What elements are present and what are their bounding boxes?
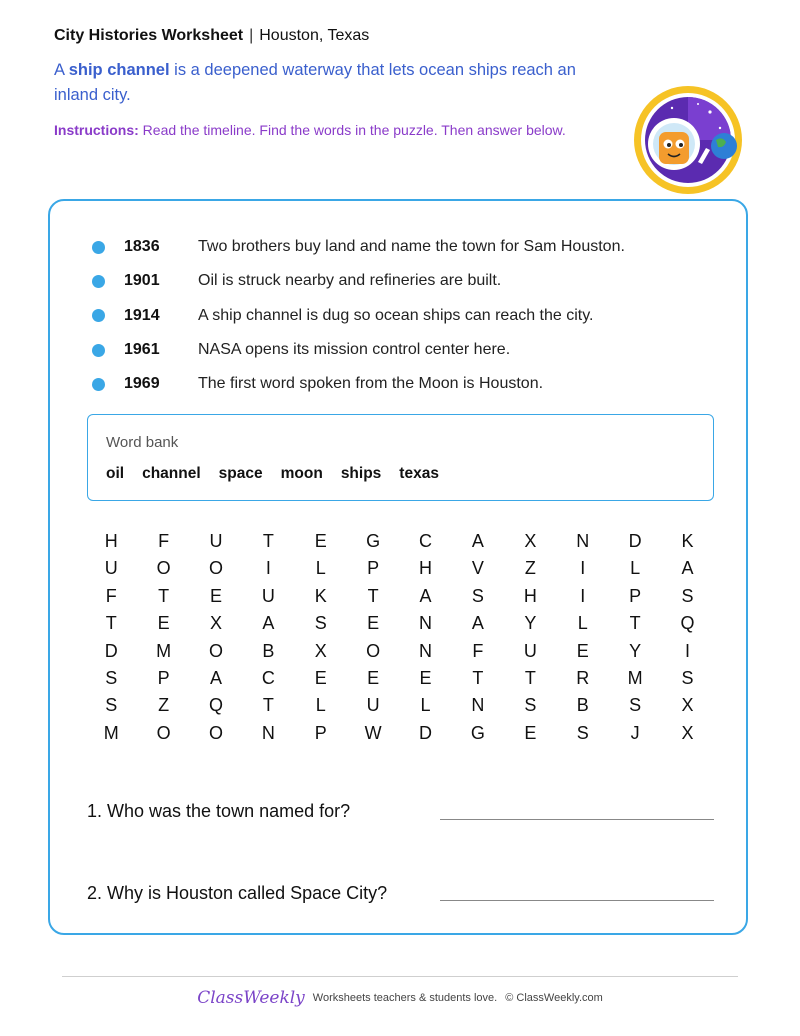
puzzle-letter[interactable]: B	[576, 695, 589, 716]
word-bank-word: texas	[399, 465, 439, 482]
puzzle-letter[interactable]: O	[208, 722, 223, 743]
puzzle-letter[interactable]: L	[630, 558, 641, 579]
puzzle-letter[interactable]: K	[314, 585, 327, 606]
puzzle-letter[interactable]: E	[157, 613, 170, 634]
puzzle-letter[interactable]: P	[367, 558, 380, 579]
puzzle-letter[interactable]: O	[208, 558, 223, 579]
puzzle-letter[interactable]: X	[681, 722, 694, 743]
astronaut-badge-icon	[632, 84, 744, 196]
puzzle-letter[interactable]: U	[366, 695, 380, 716]
puzzle-letter[interactable]: Z	[524, 558, 536, 579]
bullet-dot-icon	[92, 241, 105, 254]
puzzle-letter[interactable]: Y	[629, 640, 642, 661]
puzzle-letter[interactable]: C	[261, 667, 275, 688]
puzzle-letter[interactable]: E	[367, 613, 380, 634]
puzzle-letter[interactable]: R	[576, 667, 590, 688]
puzzle-letter[interactable]: N	[419, 640, 433, 661]
footer-copyright: © ClassWeekly.com	[505, 992, 603, 1004]
puzzle-letter[interactable]: E	[314, 667, 327, 688]
puzzle-letter[interactable]: E	[367, 667, 380, 688]
puzzle-letter[interactable]: Q	[208, 695, 223, 716]
puzzle-letter[interactable]: F	[158, 531, 170, 551]
puzzle-letter[interactable]: S	[105, 667, 118, 688]
timeline-text: The first word spoken from the Moon is Houston.	[198, 375, 544, 393]
definition-prefix: A	[54, 61, 65, 79]
footer	[0, 988, 800, 1008]
brand-logo: ClassWeekly	[197, 988, 305, 1008]
worksheet-header	[54, 27, 369, 45]
puzzle-letter[interactable]: T	[367, 585, 379, 606]
definition	[54, 58, 614, 108]
instructions	[54, 119, 574, 141]
puzzle-letter[interactable]: E	[209, 585, 222, 606]
puzzle-letter[interactable]: S	[681, 667, 694, 688]
puzzle-letter[interactable]: X	[314, 640, 327, 661]
puzzle-letter[interactable]: L	[420, 695, 431, 716]
puzzle-letter[interactable]: M	[156, 640, 172, 661]
puzzle-letter[interactable]: E	[524, 722, 537, 743]
puzzle-letter[interactable]: M	[627, 667, 643, 688]
timeline-text: Oil is struck nearby and refineries are built.	[198, 272, 502, 290]
timeline-item	[90, 264, 710, 298]
puzzle-letter[interactable]: U	[261, 585, 275, 606]
puzzle-letter[interactable]: O	[156, 722, 171, 743]
puzzle-letter[interactable]: V	[471, 558, 484, 579]
timeline-item	[90, 333, 710, 367]
puzzle-letter[interactable]: A	[471, 531, 484, 551]
puzzle-letter[interactable]: E	[314, 531, 327, 551]
puzzle-letter[interactable]: S	[681, 585, 694, 606]
puzzle-letter[interactable]: L	[315, 695, 326, 716]
puzzle-letter[interactable]: D	[419, 722, 433, 743]
puzzle-letter[interactable]: E	[419, 667, 432, 688]
question-2: 2. Why is Houston called Space City?	[87, 883, 388, 903]
puzzle-letter[interactable]: A	[262, 613, 275, 634]
worksheet-title: City Histories Worksheet	[54, 27, 244, 44]
timeline-year: 1961	[124, 341, 160, 359]
timeline-year: 1836	[124, 238, 160, 256]
word-bank-word: moon	[280, 465, 323, 482]
timeline-text: NASA opens its mission control center here.	[198, 341, 511, 359]
answer-line-1[interactable]	[440, 819, 714, 820]
puzzle-letter[interactable]: F	[105, 585, 117, 606]
puzzle-letter[interactable]: T	[262, 531, 274, 551]
word-bank-word: channel	[142, 465, 201, 482]
puzzle-letter[interactable]: O	[366, 640, 381, 661]
puzzle-letter[interactable]: N	[261, 722, 275, 743]
puzzle-letter[interactable]: A	[471, 613, 484, 634]
puzzle-letter[interactable]: I	[580, 585, 586, 606]
word-bank-word: ships	[340, 465, 382, 482]
word-bank-word: oil	[106, 465, 125, 482]
puzzle-letter[interactable]: T	[472, 667, 484, 688]
puzzle-letter[interactable]: T	[629, 613, 641, 634]
puzzle-letter[interactable]: X	[209, 613, 222, 634]
puzzle-letter[interactable]: U	[523, 640, 537, 661]
puzzle-letter[interactable]: M	[103, 722, 119, 743]
puzzle-letter[interactable]: A	[419, 585, 432, 606]
puzzle-letter[interactable]: C	[419, 531, 433, 551]
puzzle-letter[interactable]: D	[628, 531, 642, 551]
puzzle-letter[interactable]: P	[157, 667, 170, 688]
puzzle-letter[interactable]: I	[684, 640, 690, 661]
header-separator: |	[249, 27, 254, 44]
puzzle-letter[interactable]: N	[576, 531, 590, 551]
bullet-dot-icon	[92, 344, 105, 357]
puzzle-letter[interactable]: S	[576, 722, 589, 743]
bullet-dot-icon	[92, 378, 105, 391]
puzzle-letter[interactable]: N	[471, 695, 485, 716]
footer-divider	[62, 976, 738, 977]
puzzle-letter[interactable]: F	[472, 640, 484, 661]
puzzle-letter[interactable]: W	[364, 722, 382, 743]
puzzle-letter[interactable]: A	[681, 558, 694, 579]
word-search-grid	[85, 528, 713, 747]
puzzle-letter[interactable]: P	[314, 722, 327, 743]
timeline-text: A ship channel is dug so ocean ships can reach the city.	[198, 306, 594, 324]
puzzle-letter[interactable]: Y	[524, 613, 537, 634]
definition-text: is a deepened waterway that lets ocean ships reach an inland city.	[54, 61, 576, 104]
puzzle-letter[interactable]: N	[419, 613, 433, 634]
word-bank-list	[106, 465, 439, 483]
puzzle-letter[interactable]: X	[681, 695, 694, 716]
question-1: 1. Who was the town named for?	[87, 801, 351, 821]
puzzle-letter[interactable]: G	[366, 531, 381, 551]
footer-tagline: Worksheets teachers & students love.	[312, 992, 498, 1004]
instructions-text: Read the timeline. Find the words in the puzzle. Then answer below.	[142, 122, 566, 138]
bullet-dot-icon	[92, 275, 105, 288]
word-bank	[87, 414, 714, 501]
puzzle-letter[interactable]: U	[104, 558, 118, 579]
puzzle-letter[interactable]: B	[262, 640, 275, 661]
puzzle-letter[interactable]: H	[104, 531, 118, 551]
bullet-dot-icon	[92, 309, 105, 322]
puzzle-letter[interactable]: A	[209, 667, 222, 688]
timeline-year: 1914	[124, 306, 160, 324]
puzzle-letter[interactable]: T	[524, 667, 536, 688]
puzzle-letter[interactable]: H	[523, 585, 537, 606]
puzzle-letter[interactable]: O	[156, 558, 171, 579]
word-bank-word: space	[218, 465, 263, 482]
puzzle-letter[interactable]: L	[577, 613, 588, 634]
puzzle-letter[interactable]: T	[158, 585, 170, 606]
definition-term: ship channel	[68, 61, 170, 79]
puzzle-letter[interactable]: S	[105, 695, 118, 716]
puzzle-letter[interactable]: J	[630, 722, 640, 743]
timeline-year: 1969	[124, 375, 160, 393]
puzzle-letter[interactable]: P	[629, 585, 642, 606]
puzzle-letter[interactable]: O	[208, 640, 223, 661]
puzzle-letter[interactable]: E	[576, 640, 589, 661]
puzzle-letter[interactable]: T	[105, 613, 117, 634]
timeline-text: Two brothers buy land and name the town for Sam Houston.	[198, 238, 625, 256]
puzzle-letter[interactable]: I	[580, 558, 586, 579]
instructions-label: Instructions:	[54, 122, 139, 138]
puzzle-letter[interactable]: U	[209, 531, 223, 551]
puzzle-letter[interactable]: I	[265, 558, 271, 579]
timeline	[90, 230, 710, 401]
puzzle-letter[interactable]: X	[524, 531, 537, 551]
puzzle-letter[interactable]: D	[104, 640, 118, 661]
puzzle-letter[interactable]: S	[629, 695, 642, 716]
timeline-item	[90, 299, 710, 333]
puzzle-letter[interactable]: T	[262, 695, 274, 716]
answer-line-2[interactable]	[440, 900, 714, 901]
puzzle-letter[interactable]: S	[471, 585, 484, 606]
timeline-item	[90, 367, 710, 401]
puzzle-letter[interactable]: Z	[158, 695, 170, 716]
timeline-item	[90, 230, 710, 264]
puzzle-letter[interactable]: L	[315, 558, 326, 579]
puzzle-letter[interactable]: K	[681, 531, 694, 551]
word-bank-title: Word bank	[106, 434, 179, 451]
puzzle-letter[interactable]: S	[314, 613, 327, 634]
worksheet-subtitle: Houston, Texas	[259, 27, 370, 44]
puzzle-letter[interactable]: G	[470, 722, 485, 743]
timeline-year: 1901	[124, 272, 160, 290]
puzzle-letter[interactable]: H	[419, 558, 433, 579]
puzzle-letter[interactable]: S	[524, 695, 537, 716]
puzzle-letter[interactable]: Q	[680, 613, 695, 634]
